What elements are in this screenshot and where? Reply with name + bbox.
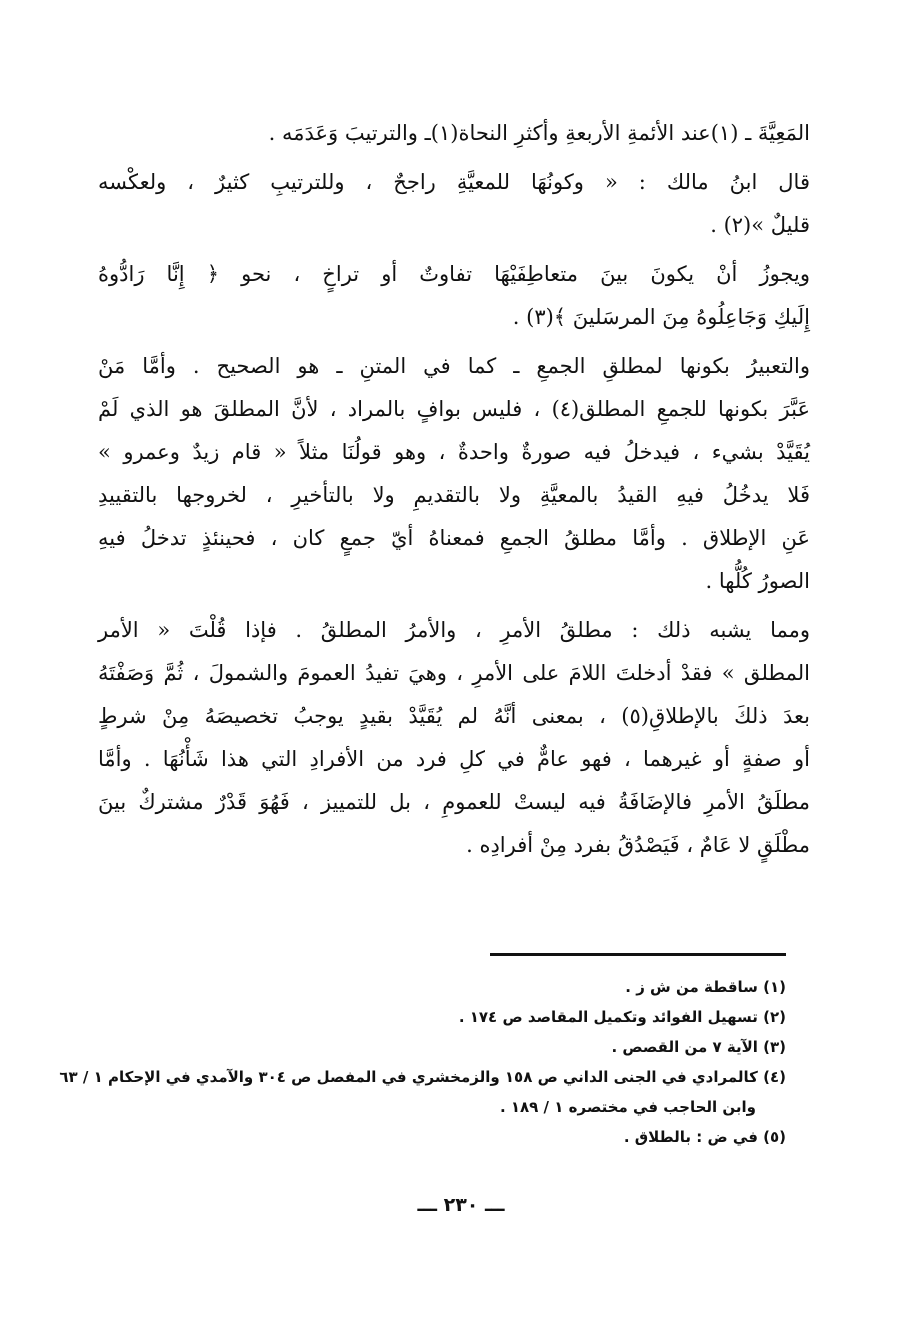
text-line: إِلَيكِ وَجَاعِلُوهُ مِنَ المرسَلينَ ﴾(٣) . xyxy=(512,305,810,329)
paragraph-1 xyxy=(98,112,810,155)
text-line: أو صفةٍ أو غيرهما ، فهو عامٌّ في كلِ فرد من الأفرادِ التي هذا شَأْنُهَا . وأمَّا xyxy=(98,747,810,771)
text-line: عَنِ الإطلاق . وأمَّا مطلقُ الجمعِ فمعناهُ أيّ جمعٍ كان ، فحينئذٍ تدخلُ فيهِ xyxy=(98,526,810,550)
main-text xyxy=(98,112,810,867)
text-line: المطلق » فقدْ أدخلتَ اللامَ على الأمرِ ، وهيَ تفيدُ العمومَ والشمولَ ، ثُمَّ وَصَفْتَهُ xyxy=(98,661,810,685)
paragraph-4 xyxy=(98,345,810,603)
text-line: الصورُ كُلُّها . xyxy=(705,569,810,593)
footnote-1: (١) ساقطة من ش ز . xyxy=(625,978,786,996)
footnote-separator xyxy=(490,953,786,956)
footnotes xyxy=(59,972,786,1152)
text-line: مطْلَقٍ لا عَامٌ ، فَيَصْدُقُ بفرد مِنْ أفرادِه . xyxy=(466,833,810,857)
text-line: مطلَقُ الأمرِ فالإضَافَةُ فيه ليستْ للعمومِ ، بل للتمييز ، فَهُوَ قَدْرٌ مشتركٌ بينَ xyxy=(98,790,810,814)
text-line: عَبَّرَ بكونها للجمعِ المطلق(٤) ، فليس بوافٍ بالمراد ، لأنَّ المطلقَ هو الذي لَمْ xyxy=(98,397,810,421)
text-line: فَلا يدخُلُ فيهِ القيدُ بالمعيَّةِ ولا بالتقديمِ ولا بالتأخيرِ ، لخروجها بالتقييدِ xyxy=(98,483,810,507)
paragraph-5 xyxy=(98,609,810,867)
footnote-2: (٢) تسهيل الفوائد وتكميل المقاصد ص ١٧٤ . xyxy=(458,1008,786,1026)
footnote-3: (٣) الآية ٧ من القصص . xyxy=(611,1038,786,1056)
text-line: ومما يشبه ذلك : مطلقُ الأمرِ ، والأمرُ المطلقُ . فإذا قُلْتَ « الأمر xyxy=(98,618,810,642)
footnote-4-continuation: وابن الحاجب في مختصره ١ / ١٨٩ . xyxy=(499,1098,756,1116)
text-line: والتعبيرُ بكونها لمطلقِ الجمعِ ـ كما في المتنِ ـ هو الصحيح . وأمَّا مَنْ xyxy=(98,354,810,378)
text-line: المَعِيَّةَ ـ (١)عند الأئمةِ الأربعةِ وأكثرِ النحاة(١)ـ والترتيبَ وَعَدَمَه . xyxy=(268,121,810,145)
text-line: قال ابنُ مالك : « وكونُهَا للمعيَّةِ راجحٌ ، وللترتيبِ كثيرٌ ، ولعكْسه xyxy=(98,170,810,194)
paragraph-3 xyxy=(98,253,810,339)
text-line: ويجوزُ أنْ يكونَ بينَ متعاطِفَيْهَا تفاوتٌ أو تراخٍ ، نحو ﴿ إِنَّا رَادُّوهُ xyxy=(98,262,810,286)
page-number: ـــ ٢٣٠ ـــ xyxy=(417,1194,505,1216)
text-line: قليلٌ »(٢) . xyxy=(710,213,810,237)
text-line: بعدَ ذلكَ بالإطلاقِ(٥) ، بمعنى أنَّهُ لم يُقَيَّدْ بقيدٍ يوجبُ تخصيصَهُ مِنْ شرطٍ xyxy=(98,704,811,728)
footnote-4: (٤) كالمرادي في الجنى الداني ص ١٥٨ والزمخشري في المفصل ص ٣٠٤ والآمدي في الإحكام ١ / ٦٣ xyxy=(59,1068,786,1086)
paragraph-2 xyxy=(98,161,810,247)
text-line: يُقَيَّدْ بشيء ، فيدخلُ فيه صورةٌ واحدةٌ ، وهو قولُنَا مثلاً « قام زيدٌ وعمرو » xyxy=(98,440,811,464)
footnote-5: (٥) في ض : بالطلاق . xyxy=(623,1128,786,1146)
